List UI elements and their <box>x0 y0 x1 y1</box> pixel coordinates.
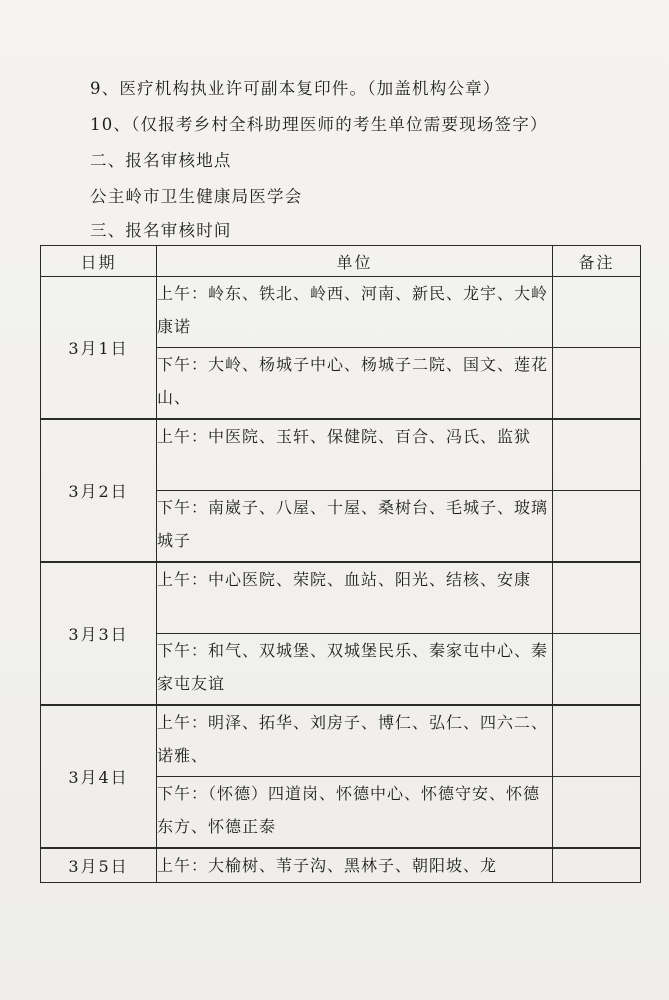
section-2-heading: 二、报名审核地点 <box>90 151 232 170</box>
date-cell: 3月4日 <box>41 705 157 848</box>
note-cell <box>553 634 641 706</box>
table-row <box>41 562 641 634</box>
note-cell <box>553 348 641 420</box>
table-header-row <box>41 246 641 277</box>
date-cell: 3月3日 <box>41 562 157 705</box>
afternoon-units-cell: 下午：（怀德）四道岗、怀德中心、怀德守安、怀德东方、怀德正泰 <box>157 777 553 849</box>
location-text: 公主岭市卫生健康局医学会 <box>90 187 303 206</box>
note-cell <box>553 777 641 849</box>
note-cell <box>553 491 641 563</box>
afternoon-units-cell: 下午：南崴子、八屋、十屋、桑树台、毛城子、玻璃城子 <box>157 491 553 563</box>
afternoon-units-cell: 下午：大岭、杨城子中心、杨城子二院、国文、莲花山、 <box>157 348 553 420</box>
table-row <box>41 705 641 777</box>
morning-units-cell: 上午：岭东、铁北、岭西、河南、新民、龙宇、大岭康诺 <box>157 277 553 348</box>
table-row <box>41 848 641 883</box>
table-row <box>41 419 641 491</box>
note-cell <box>553 277 641 348</box>
item-9-text: 9、医疗机构执业许可副本复印件。（加盖机构公章） <box>90 79 501 98</box>
section-3-heading: 三、报名审核时间 <box>90 221 232 240</box>
note-cell <box>553 562 641 634</box>
afternoon-units-cell: 下午：和气、双城堡、双城堡民乐、秦家屯中心、秦家屯友谊 <box>157 634 553 706</box>
date-cell: 3月1日 <box>41 277 157 420</box>
morning-units-cell: 上午：明泽、拓华、刘房子、博仁、弘仁、四六二、诺雅、 <box>157 705 553 777</box>
morning-units-cell: 上午：中医院、玉轩、保健院、百合、冯氏、监狱 <box>157 419 553 491</box>
date-cell: 3月5日 <box>41 848 157 883</box>
note-cell <box>553 419 641 491</box>
note-cell <box>553 705 641 777</box>
morning-units-cell: 上午：大榆树、苇子沟、黑林子、朝阳坡、龙 <box>157 848 553 883</box>
item-10-text: 10、（仅报考乡村全科助理医师的考生单位需要现场签字） <box>90 115 548 134</box>
header-date: 日期 <box>41 246 157 277</box>
morning-units-cell: 上午：中心医院、荣院、血站、阳光、结核、安康 <box>157 562 553 634</box>
header-note: 备注 <box>553 246 641 277</box>
note-cell <box>553 848 641 883</box>
table-row <box>41 277 641 348</box>
date-cell: 3月2日 <box>41 419 157 562</box>
header-unit: 单位 <box>157 246 553 277</box>
schedule-table <box>40 245 641 883</box>
